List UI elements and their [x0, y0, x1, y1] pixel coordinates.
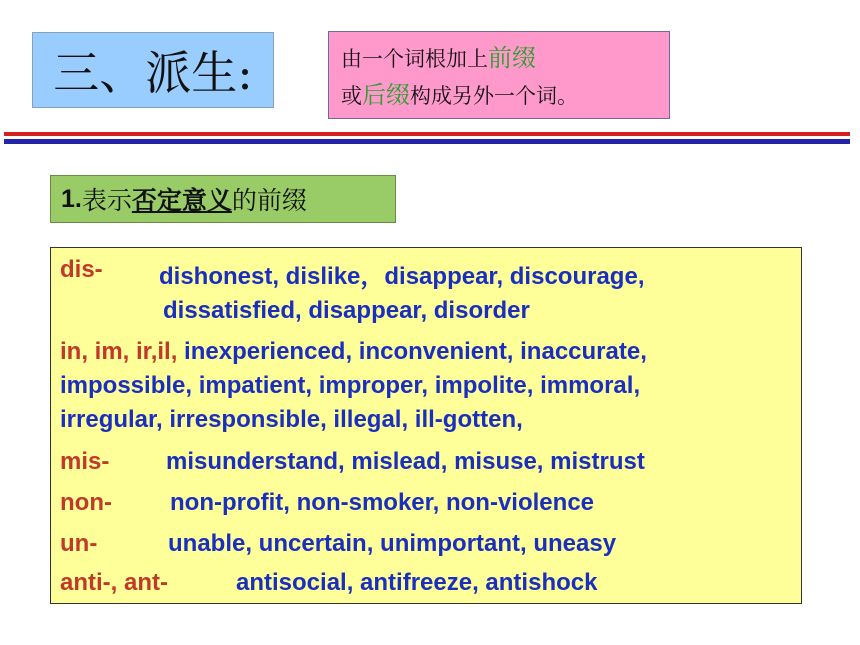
example-row: [60, 256, 645, 290]
subtitle-underlined: 否定意义: [131, 186, 232, 215]
example-row: [60, 338, 647, 366]
section-title-text: 三、派生:: [53, 46, 253, 100]
subtitle-box: [50, 175, 396, 223]
prefix-label: dis-: [60, 256, 103, 283]
example-row: [60, 530, 617, 558]
subtitle-number: 1.: [61, 184, 82, 213]
prefix-label: non-: [60, 489, 112, 516]
prefix-label: un-: [60, 530, 98, 557]
example-words: dissatisfied, disappear, disorder: [163, 297, 530, 324]
example-row: [60, 406, 523, 434]
prefix-label: mis-: [60, 448, 110, 475]
definition-line-2: [341, 77, 657, 114]
example-words: non-profit, non-smoker, non-violence: [170, 489, 595, 516]
section-title: [32, 32, 274, 108]
subtitle-text: 表示: [81, 186, 132, 215]
example-words: misunderstand, mislead, misuse, mistrust: [166, 448, 645, 475]
definition-text: 或: [341, 84, 362, 108]
prefix-label: anti-, ant-: [60, 569, 168, 596]
example-words: antisocial, antifreeze, antishock: [236, 569, 598, 596]
example-words: dishonest, dislike，disappear, discourage,: [159, 263, 645, 290]
example-row: [60, 372, 640, 400]
example-row: [60, 448, 645, 476]
subtitle-text: 的前缀: [231, 186, 307, 215]
definition-text: 由一个词根加上: [341, 47, 488, 71]
example-words: impossible, impatient, improper, impolite, immoral,: [60, 372, 641, 399]
definition-box: [328, 31, 670, 119]
example-words: unable, uncertain, unimportant, uneasy: [168, 530, 617, 557]
example-words: inexperienced, inconvenient, inaccurate,: [184, 338, 647, 365]
definition-line-1: [341, 40, 657, 77]
example-row: [60, 569, 598, 597]
example-row: [60, 489, 595, 517]
prefix-highlight: 前缀: [488, 44, 536, 72]
suffix-highlight: 后缀: [362, 81, 410, 109]
divider-blue: [4, 139, 850, 144]
prefix-label: in, im, ir,il,: [60, 338, 178, 365]
examples-box: [50, 247, 802, 604]
example-words: irregular, irresponsible, illegal, ill-gotten,: [60, 406, 523, 433]
definition-text: 构成另外一个词。: [410, 84, 578, 108]
